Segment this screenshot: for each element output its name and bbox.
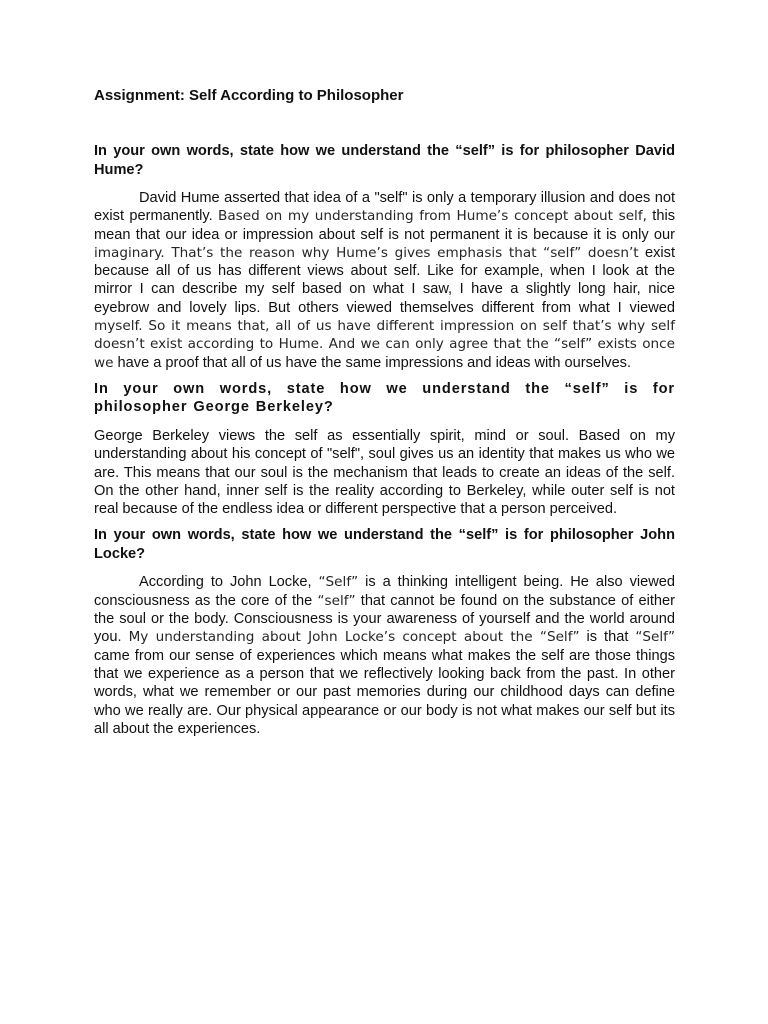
answer-locke-text: is that: [579, 629, 636, 646]
answer-locke-text: that cannot be found on the substance of either the soul or the body. Consciousness is your awareness of yourself and the world around you.: [94, 592, 675, 646]
document-content: [94, 86, 675, 746]
question-hume: In your own words, state how we understand the “self” is for philosopher David Hume?: [94, 143, 675, 178]
document-title: Assignment: Self According to Philosopher: [94, 87, 404, 104]
answer-locke-text: “self”: [317, 592, 356, 609]
answer-hume-text: exist because all of us has different views about self. Like for example, when I look at the mirror I can describe my self based on what I saw, I have a slightly long hair, nice eyebrow and lovely lips. But others viewed themselves different from what I viewed: [94, 244, 676, 316]
answer-hume: [94, 189, 675, 372]
answer-locke-text: “Self”: [318, 574, 359, 591]
answer-locke-text: “Self”: [635, 629, 676, 646]
answer-locke-text: is a thinking intelligent being. He also viewed consciousness as the core of the: [94, 574, 675, 609]
answer-locke-text: My understanding about John Locke’s concept about the “Self”: [128, 629, 580, 646]
question-locke: In your own words, state how we understand the “self” is for philosopher John Locke?: [94, 527, 675, 562]
answer-hume-text: imaginary. That’s the reason why Hume’s gives emphasis that “self” doesn’t: [94, 244, 639, 261]
answer-locke: [94, 573, 675, 738]
answer-hume-text: this mean that our idea or impression about self is not permanent it is because it is only our: [94, 208, 675, 243]
question-berkeley: In your own words, state how we understand the “self” is for philosopher George Berkeley?: [94, 380, 675, 416]
answer-hume-text: myself. So it means that, all of us have different impression on self that’s why self doesn’t exist according to Hume. And we can only agree that the “self” exists once we: [94, 318, 675, 371]
answer-hume-text: David Hume asserted that idea of a "self" is only a temporary illusion and does not exist permanently.: [94, 190, 675, 225]
answer-locke-text: came from our sense of experiences which means what makes the self are those things that we experience as a person that we reflectively looking back from the past. In other words, what we remember or our past memories during our childhood days can define who we really are. Our physical appearance or our body is not what makes our self but its all about the experiences.: [94, 647, 675, 737]
answer-hume-text: Based on my understanding from Hume’s concept about self,: [218, 208, 647, 225]
answer-locke-text: According to John Locke,: [139, 574, 319, 591]
answer-berkeley-text: George Berkeley views the self as essentially spirit, mind or soul. Based on my understanding about his concept of "self", soul gives us an identity that makes us who we are. This means that our soul is the mechanism that leads to create an ideas of the self. On the other hand, inner self is the reality according to Berkeley, while outer self is not real because of the endless idea or different perspective that a person perceived.: [94, 427, 675, 518]
answer-berkeley: [94, 427, 675, 518]
answer-hume-text: have a proof that all of us have the same impressions and ideas with ourselves.: [113, 354, 632, 371]
